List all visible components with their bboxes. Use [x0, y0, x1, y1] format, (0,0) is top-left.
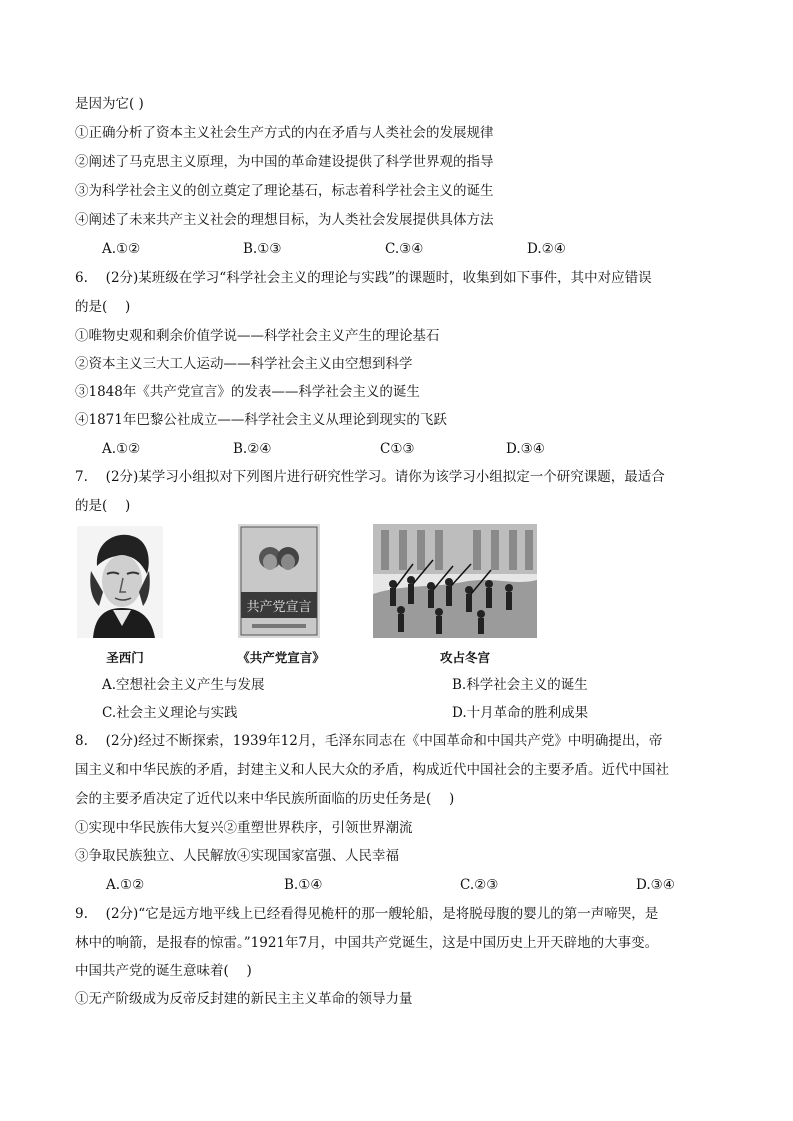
q9-stem-cont-2: 中国共产党的诞生意味着( ) — [75, 963, 252, 979]
q5-option-a[interactable]: A.①② — [102, 241, 141, 257]
q6-statement-4: ④1871年巴黎公社成立——科学社会主义从理论到现实的飞跃 — [75, 412, 447, 428]
q9-statement-1: ①无产阶级成为反帝反封建的新民主主义革命的领导力量 — [75, 991, 413, 1007]
q7-option-c[interactable]: C.社会主义理论与实践 — [102, 705, 238, 721]
communist-manifesto-cover — [238, 524, 320, 638]
q5-option-d[interactable]: D.②④ — [527, 241, 566, 257]
q8-statements-2: ③争取民族独立、人民解放④实现国家富强、人民幸福 — [75, 848, 399, 864]
q6-statement-3: ③1848年《共产党宣言》的发表——科学社会主义的诞生 — [75, 384, 420, 400]
q7-stem-cont: 的是( ) — [75, 498, 131, 514]
q8-option-d[interactable]: D.③④ — [636, 877, 675, 893]
q5-statement-3: ③为科学社会主义的创立奠定了理论基石，标志着科学社会主义的诞生 — [75, 183, 494, 199]
q6-option-b[interactable]: B.②④ — [233, 441, 272, 457]
q7-stem: 7. (2分)某学习小组拟对下列图片进行研究性学习。请你为该学习小组拟定一个研究课题，最适合 — [75, 469, 665, 485]
q6-option-c[interactable]: C①③ — [380, 441, 415, 457]
q6-statement-2: ②资本主义三大工人运动——科学社会主义由空想到科学 — [75, 356, 413, 372]
q5-statement-1: ①正确分析了资本主义社会生产方式的内在矛盾与人类社会的发展规律 — [75, 125, 494, 141]
caption-communist-manifesto: 《共产党宣言》 — [237, 650, 325, 665]
q6-stem: 6. (2分)某班级在学习“科学社会主义的理论与实践”的课题时，收集到如下事件，其中对应错误 — [75, 270, 652, 286]
caption-winter-palace: 攻占冬宫 — [439, 650, 490, 665]
q8-stem: 8. (2分)经过不断探索，1939年12月，毛泽东同志在《中国革命和中国共产党》中明确提出，帝 — [75, 733, 663, 749]
q7-option-a[interactable]: A.空想社会主义产生与发展 — [102, 677, 265, 693]
q6-statement-1: ①唯物史观和剩余价值学说——科学社会主义产生的理论基石 — [75, 328, 440, 344]
q8-stem-cont-1: 国主义和中华民族的矛盾，封建主义和人民大众的矛盾，构成近代中国社会的主要矛盾。近代中国社 — [75, 762, 669, 778]
q8-statements-1: ①实现中华民族伟大复兴②重塑世界秩序，引领世界潮流 — [75, 820, 413, 836]
q8-option-a[interactable]: A.①② — [106, 877, 145, 893]
q7-option-b[interactable]: B.科学社会主义的诞生 — [452, 677, 588, 693]
q5-option-b[interactable]: B.①③ — [243, 241, 282, 257]
q6-stem-cont: 的是( ) — [75, 299, 131, 315]
q7-option-d[interactable]: D.十月革命的胜利成果 — [452, 705, 589, 721]
q5-option-c[interactable]: C.③④ — [385, 241, 424, 257]
q6-option-a[interactable]: A.①② — [102, 441, 141, 457]
q5-stem-tail: 是因为它( ) — [75, 96, 144, 112]
saint-simon-portrait — [77, 526, 163, 638]
q8-option-c[interactable]: C.②③ — [460, 877, 499, 893]
q9-stem-cont-1: 林中的响箭，是报春的惊雷。”1921年7月，中国共产党诞生，这是中国历史上开天辟地的大事变。 — [75, 935, 659, 951]
q5-statement-2: ②阐述了马克思主义原理，为中国的革命建设提供了科学世界观的指导 — [75, 154, 494, 170]
storming-winter-palace-image — [373, 524, 537, 638]
book-title-text: 共产党宣言 — [246, 600, 312, 615]
q6-option-d[interactable]: D.③④ — [506, 441, 545, 457]
q8-option-b[interactable]: B.①④ — [284, 877, 323, 893]
q8-stem-cont-2: 会的主要矛盾决定了近代以来中华民族所面临的历史任务是( ) — [75, 791, 455, 807]
q9-stem: 9. (2分)“它是远方地平线上已经看得见桅杆的那一艘轮船，是将脱母腹的婴儿的第一声啼哭，是 — [75, 906, 659, 922]
caption-saint-simon: 圣西门 — [106, 650, 144, 665]
q5-statement-4: ④阐述了未来共产主义社会的理想目标，为人类社会发展提供具体方法 — [75, 212, 494, 228]
